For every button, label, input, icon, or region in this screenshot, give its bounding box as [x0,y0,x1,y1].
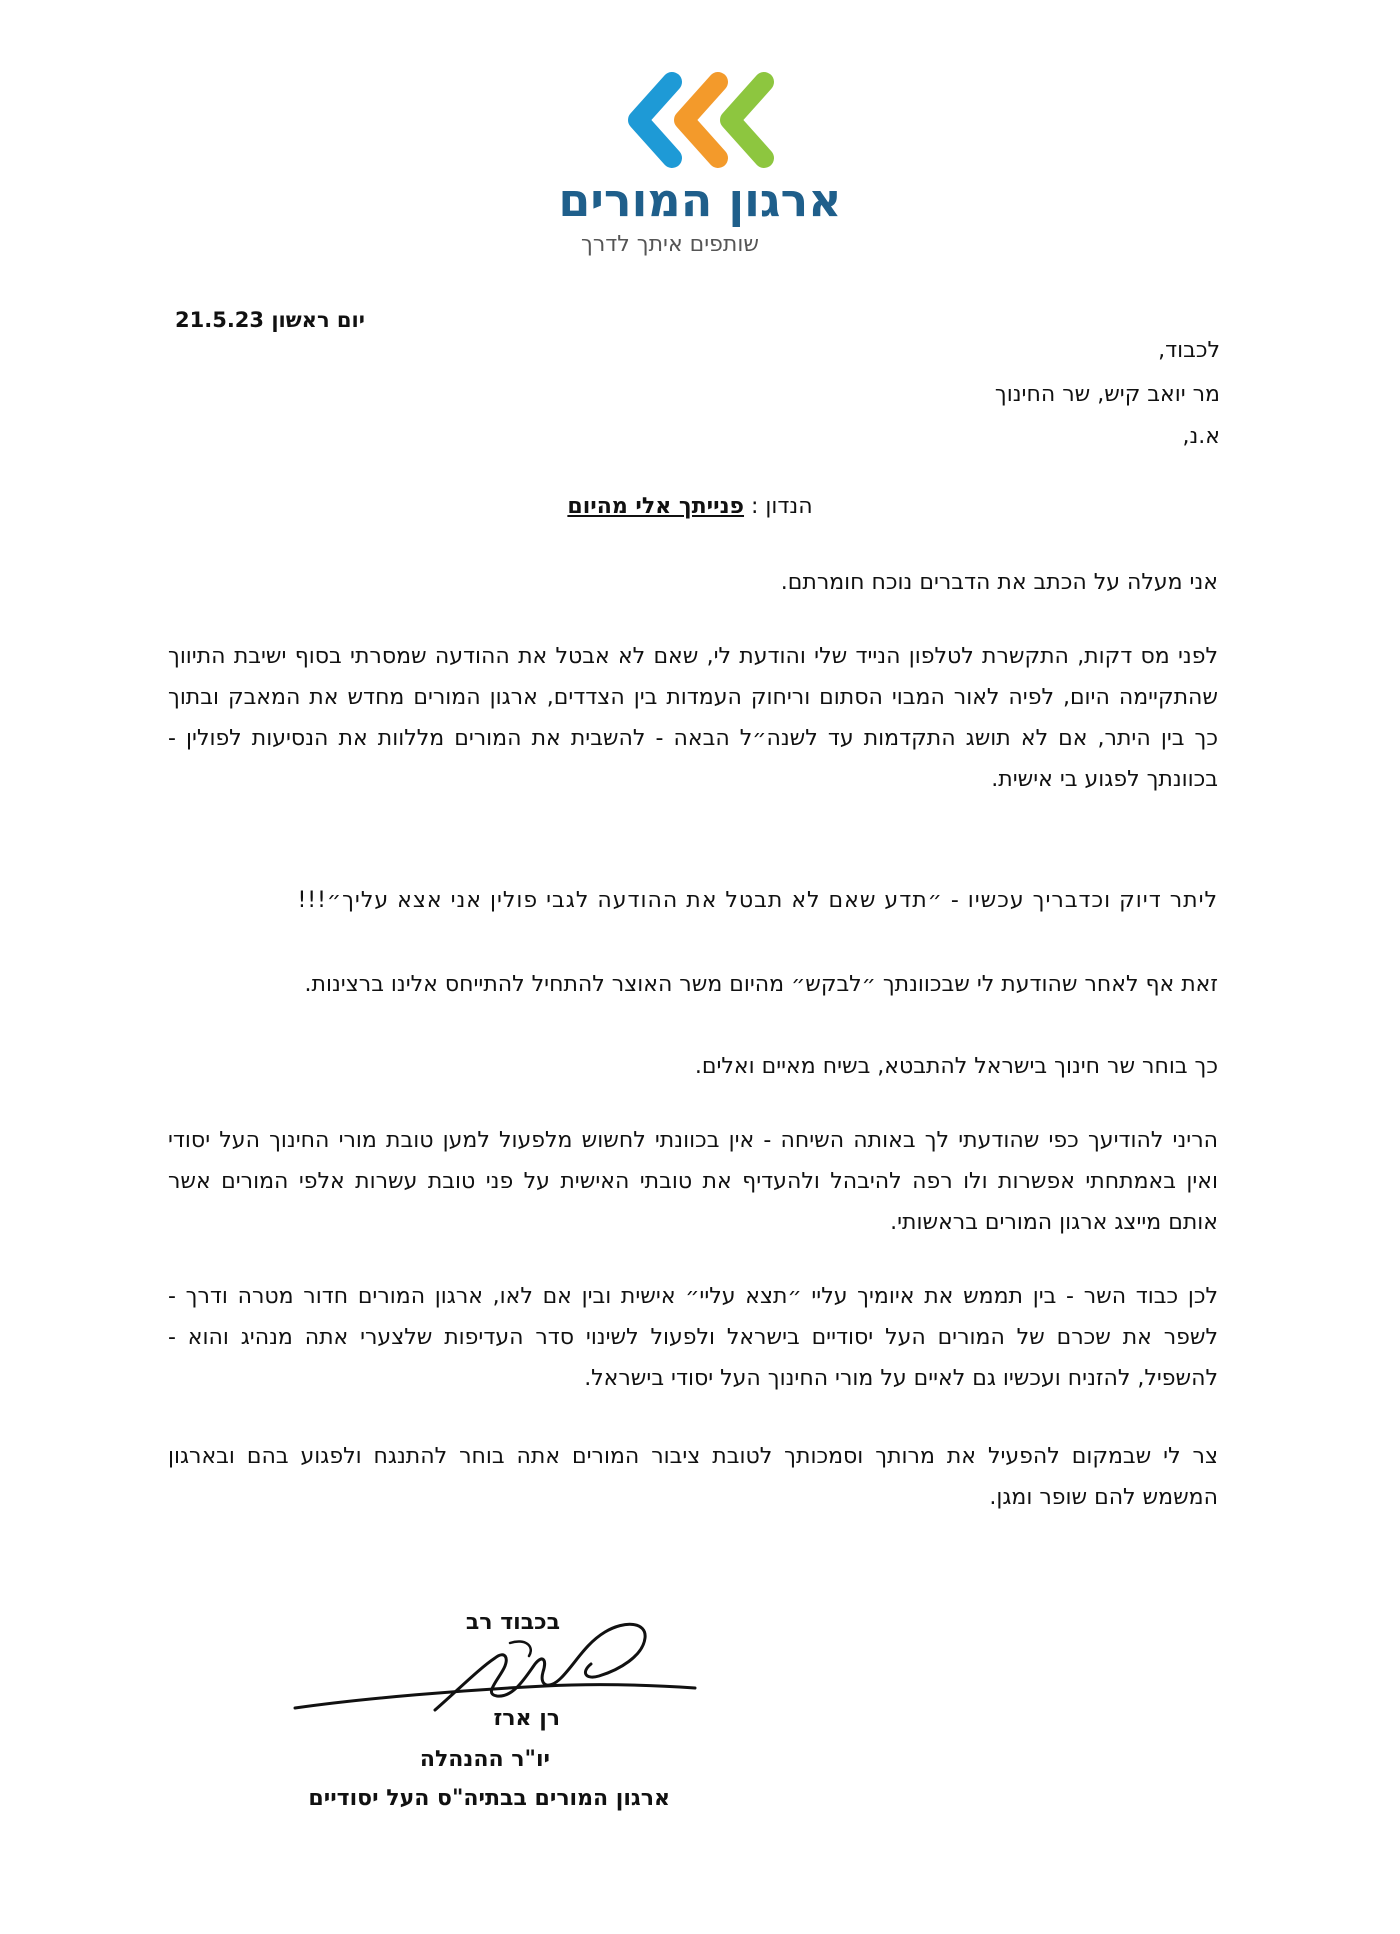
subject-line [300,494,1080,519]
letter-date: יום ראשון 21.5.23 [175,308,365,332]
paragraph-8: צר לי שבמקום להפעיל את מרותך וסמכותך לטובת ציבור המורים אתה בוחר להתנגח ולפגוע בהם ובארגון המשמש להם שופר ומגן. [168,1444,1218,1510]
logo-title: ארגון המורים [558,173,842,227]
closing-regards: בכבוד רב [465,1610,560,1635]
paragraph-4: זאת אף לאחר שהודעת לי שבכוונתך ״לבקש״ מהיום משר האוצר להתחיל להתייחס אלינו ברצינות. [304,972,1218,997]
recipient-salutation: לכבוד, [1158,338,1220,363]
paragraph-1: אני מעלה על הכתב את הדברים נוכח חומרתם. [780,570,1218,595]
paragraph-5: כך בוחר שר חינוך בישראל להתבטא, בשיח מאיים ואלים. [694,1054,1218,1079]
signer-name: רן ארז [493,1706,560,1731]
paragraph-7: לכן כבוד השר - בין תממש את איומיך עליי ״תצא עליי״ אישית ובין אם לאו, ארגון המורים חדור מטרה ודרך - לשפר את שכרם של המורים העל יסודיים בישראל ולפעול לשינוי סדר העדיפות שלצערי אתה מנהיג והוא - להשפיל, להזניח ועכשיו גם לאיים על מורי החינוך העל יסודי בישראל. [168,1284,1218,1391]
signer-role: יו"ר ההנהלה [419,1747,550,1772]
recipient-name: מר יואב קיש, שר החינוך [994,382,1220,407]
chevrons-logo-icon [620,70,780,170]
subject-label: הנדון : [751,494,813,519]
subject-text: פנייתך אלי מהיום [567,494,745,519]
organization-logo [520,70,880,270]
paragraph-2: לפני מס דקות, התקשרת לטלפון הנייד שלי והודעת לי, שאם לא אבטל את ההודעה שמסרתי בסוף ישיבת התיווך שהתקיימה היום, לפיה לאור המבוי הסתום וריחוק העמדות בין הצדדים, ארגון המורים מחדש את המאבק ובתוך כך בין היתר, אם לא תושג התקדמות עד לשנה״ל הבאה - להשבית את המורים מללוות את הנסיעות לפולין - בכוונתך לפגוע בי אישית. [168,644,1218,792]
recipient-greeting: א.נ, [1182,424,1220,449]
paragraph-3: ליתר דיוק וכדבריך עכשיו - ״תדע שאם לא תבטל את ההודעה לגבי פולין אני אצא עליך״!!! [297,888,1218,913]
paragraph-6: הריני להודיעך כפי שהודעתי לך באותה השיחה - אין בכוונתי לחשוש מלפעול למען טובת מורי החינוך העל יסודי ואין באמתחתי אפשרות ולו רפה להיבהל ולהעדיף את טובתי האישית על פני טובת עשרות אלפי המורים אשר אותם מייצג ארגון המורים בראשותי. [168,1128,1218,1235]
logo-tagline: שותפים איתך לדרך [581,232,759,257]
signer-organization: ארגון המורים בבתיה"ס העל יסודיים [308,1786,670,1811]
